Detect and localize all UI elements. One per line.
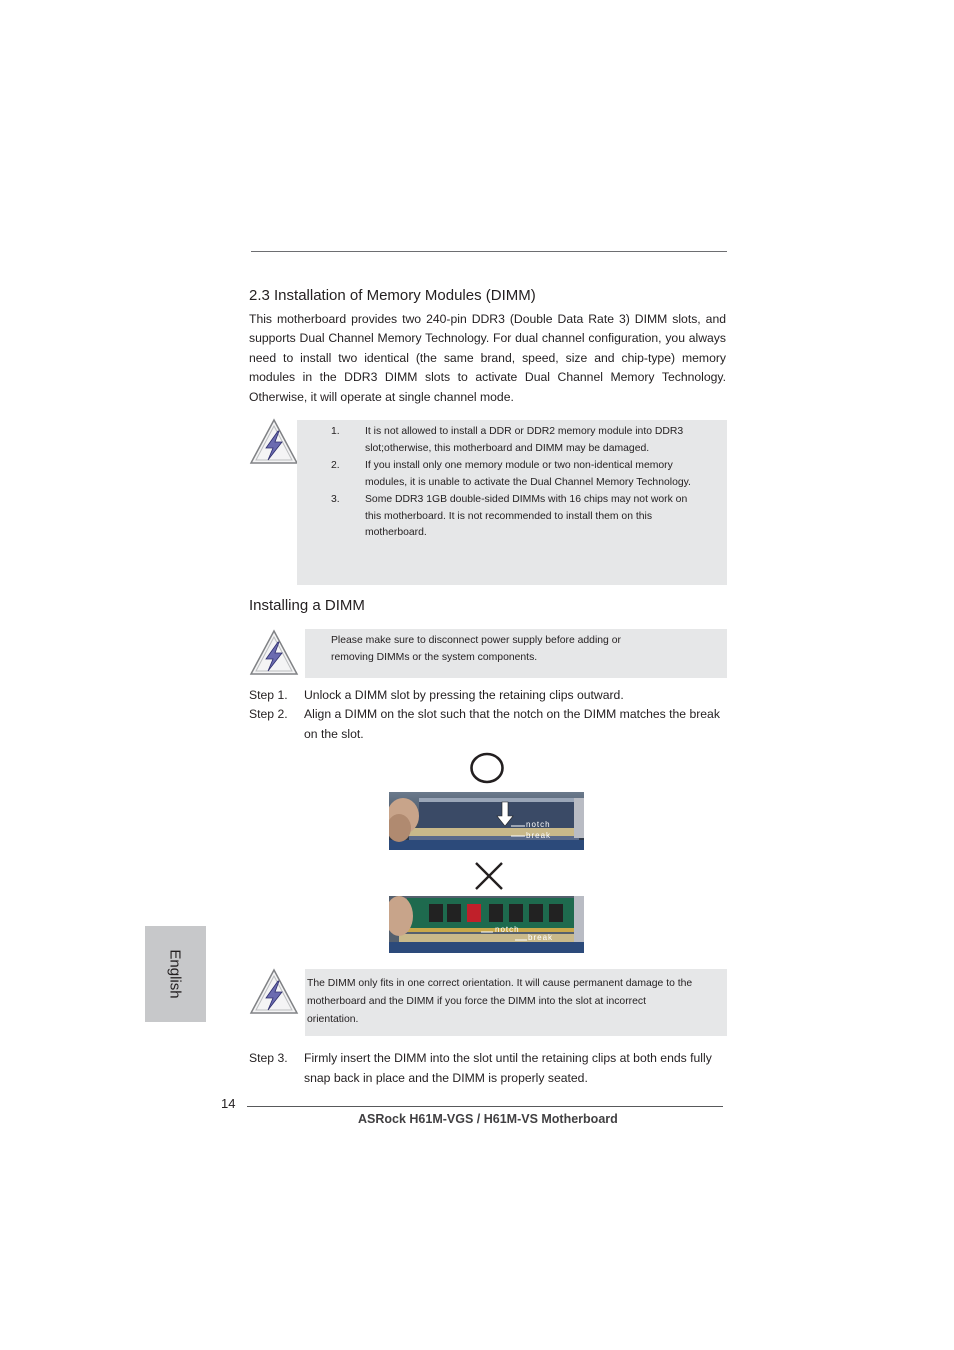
correct-circle-icon <box>469 751 505 790</box>
step-text: Unlock a DIMM slot by pressing the retaining clips outward. <box>304 688 624 702</box>
note-text: It is not allowed to install a DDR or DDR2 memory module into DDR3 slot;otherwise, this motherboard and DIMM may be damaged. <box>365 426 684 454</box>
warning-icon <box>248 628 300 678</box>
language-tab <box>145 926 206 1022</box>
header-rule <box>251 251 727 252</box>
list-item <box>331 424 691 458</box>
language-label: English <box>166 949 184 999</box>
break-label: break <box>526 831 552 840</box>
warning-icon <box>248 417 300 467</box>
note-text: Some DDR3 1GB double-sided DIMMs with 16 chips may not work on this motherboard. It is not recommended to install them on this motherboard. <box>365 493 688 539</box>
subsection-heading: Installing a DIMM <box>249 597 365 614</box>
notch-label: notch <box>526 820 551 829</box>
notes-list <box>331 424 691 542</box>
intro-paragraph: This motherboard provides two 240-pin DDR3 (Double Data Rate 3) DIMM slots, and supports Dual Channel Memory Technology. For dual channel configuration, you always need to install two identical (the same brand, speed, size and chip-type) memory modules in the DDR3 DIMM slots to activate Dual Channel Memory Technology. Otherwise, it will operate at single channel mode. <box>249 312 726 404</box>
step-label: Step 2. <box>249 707 288 721</box>
note-text: If you install only one memory module or two non-identical memory modules, it is unable to activate the Dual Channel Memory Technology. <box>365 459 691 488</box>
dimm-correct-photo <box>389 792 584 850</box>
note-number: 2. <box>331 459 340 471</box>
notch-label: notch <box>495 925 520 934</box>
wrong-cross-icon <box>474 861 504 896</box>
warning-icon <box>248 967 300 1017</box>
step-text: Align a DIMM on the slot such that the notch on the DIMM matches the break on the slot. <box>304 707 720 741</box>
orientation-text: The DIMM only fits in one correct orientation. It will cause permanent damage to the motherboard and the DIMM if you force the DIMM into the slot at incorrect orientation. <box>307 978 693 1025</box>
section-heading: 2.3 Installation of Memory Modules (DIMM) <box>249 287 536 304</box>
step-label: Step 3. <box>249 1051 288 1065</box>
step-3 <box>249 1048 729 1088</box>
footer-rule <box>247 1106 723 1107</box>
step-text: Firmly insert the DIMM into the slot until the retaining clips at both ends fully snap back in place and the DIMM is properly seated. <box>304 1051 712 1085</box>
step-1 <box>249 685 729 705</box>
step-2 <box>249 704 729 744</box>
dimm-wrong-photo <box>389 896 584 953</box>
note-number: 1. <box>331 426 340 437</box>
note-number: 3. <box>331 493 340 505</box>
list-item <box>331 492 691 543</box>
footer-product: ASRock H61M-VGS / H61M-VS Motherboard <box>358 1112 618 1126</box>
step-label: Step 1. <box>249 688 288 702</box>
break-label: break <box>528 933 554 942</box>
page-number: 14 <box>221 1096 236 1111</box>
caution-text: Please make sure to disconnect power supply before adding or removing DIMMs or the system components. <box>331 635 621 663</box>
list-item <box>331 458 691 492</box>
